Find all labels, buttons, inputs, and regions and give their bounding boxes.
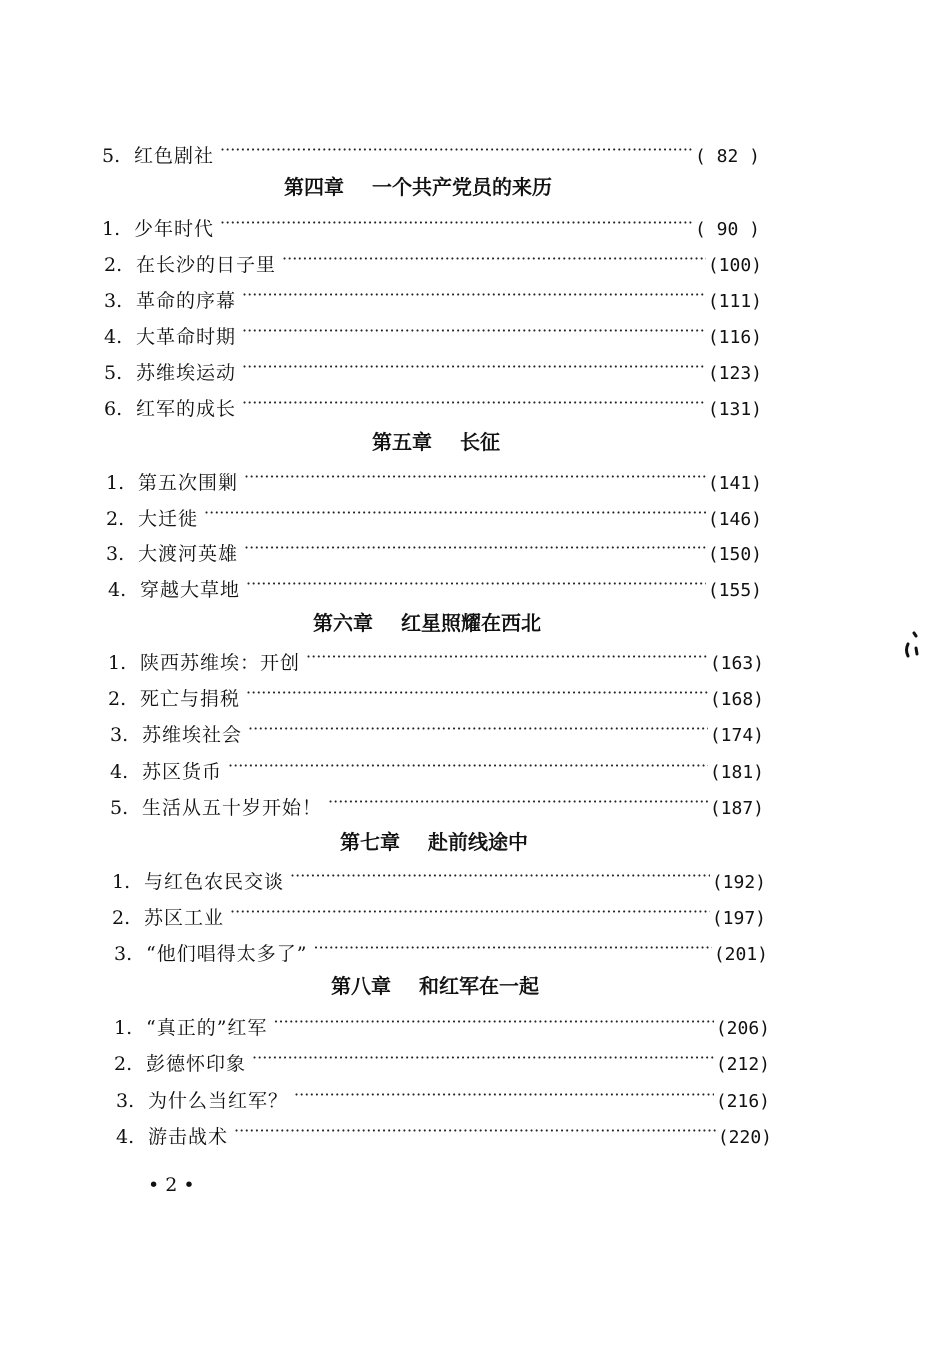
entry-number: 2. <box>112 907 131 929</box>
entry-number: 3. <box>106 543 125 565</box>
entry-number: 4. <box>108 579 127 601</box>
entry-page: (212) <box>715 1054 770 1075</box>
toc-entry <box>108 572 762 603</box>
toc-entry <box>106 536 762 567</box>
entry-page: (206) <box>715 1018 770 1039</box>
entry-title: 少年时代 <box>134 218 215 240</box>
toc-entry <box>114 1046 770 1077</box>
chapter-heading <box>313 610 541 636</box>
entry-page: (141) <box>707 473 762 494</box>
entry-page: (174) <box>709 725 764 746</box>
entry-title: 苏区货币 <box>142 761 223 783</box>
entry-number: 3. <box>116 1090 135 1112</box>
chapter-title: 赴前线途中 <box>428 830 528 854</box>
entry-title: “他们唱得太多了” <box>146 943 308 965</box>
dot-leader <box>328 790 708 814</box>
entry-number: 4. <box>110 761 129 783</box>
dot-leader <box>242 391 706 415</box>
entry-page: (116) <box>707 327 762 348</box>
toc-entry <box>104 247 762 278</box>
chapter-label: 第四章 <box>284 175 344 199</box>
entry-title: 苏维埃运动 <box>136 362 237 384</box>
entry-title: 大渡河英雄 <box>138 543 239 565</box>
chapter-heading <box>340 829 528 855</box>
chapter-label: 第七章 <box>340 830 400 854</box>
dot-leader <box>228 754 708 778</box>
chapter-label: 第五章 <box>372 430 432 454</box>
toc-entry <box>112 864 766 895</box>
entry-page: (192) <box>711 872 766 893</box>
entry-page: (111) <box>707 291 762 312</box>
dot-leader <box>244 536 706 560</box>
entry-number: 1. <box>114 1017 133 1039</box>
dot-leader <box>204 501 706 525</box>
entry-page: ( 82 ) <box>694 146 760 167</box>
entry-page: (187) <box>709 798 764 819</box>
dot-leader <box>282 247 706 271</box>
entry-title: 与红色农民交谈 <box>144 871 285 893</box>
entry-number: 1. <box>106 472 125 494</box>
toc-entry <box>102 211 760 242</box>
entry-number: 2. <box>108 688 127 710</box>
entry-page: (150) <box>707 544 762 565</box>
dot-leader <box>244 465 706 489</box>
entry-number: 1. <box>108 652 127 674</box>
toc-entry <box>106 465 762 496</box>
dot-leader <box>294 1083 714 1107</box>
entry-page: (220) <box>717 1127 772 1148</box>
entry-page: (100) <box>707 255 762 276</box>
entry-title: 第五次围剿 <box>138 472 239 494</box>
toc-entry <box>114 936 768 967</box>
entry-page: (163) <box>709 653 764 674</box>
dot-leader <box>252 1046 714 1070</box>
toc-entry <box>116 1083 770 1114</box>
toc-entry <box>106 501 762 532</box>
entry-page: (201) <box>713 944 768 965</box>
entry-number: 1. <box>112 871 131 893</box>
chapter-heading <box>331 973 539 999</box>
entry-page: (197) <box>711 908 766 929</box>
entry-title: 红军的成长 <box>136 398 237 420</box>
toc-entry <box>116 1119 772 1150</box>
dot-leader <box>273 1010 713 1034</box>
entry-title: 红色剧社 <box>134 145 215 167</box>
entry-page: (146) <box>707 509 762 530</box>
toc-entry <box>110 790 764 821</box>
toc-entry <box>108 681 764 712</box>
entry-title: 为什么当红军？ <box>148 1090 289 1112</box>
dot-leader <box>242 319 706 343</box>
dot-leader <box>242 283 706 307</box>
toc-entry <box>104 319 762 350</box>
toc-entry <box>112 900 766 931</box>
scan-mark-icon <box>902 630 920 660</box>
entry-title: 革命的序幕 <box>136 290 237 312</box>
toc-entry <box>108 645 764 676</box>
entry-number: 5. <box>104 362 123 384</box>
entry-title: 大迁徙 <box>138 508 199 530</box>
entry-title: 彭德怀印象 <box>146 1053 247 1075</box>
entry-number: 2. <box>114 1053 133 1075</box>
entry-title: 死亡与捐税 <box>140 688 241 710</box>
dot-leader <box>246 572 706 596</box>
dot-leader <box>220 211 693 235</box>
entry-title: 大革命时期 <box>136 326 237 348</box>
chapter-label: 第六章 <box>313 611 373 635</box>
toc-entry <box>114 1010 770 1041</box>
entry-number: 2. <box>104 254 123 276</box>
dot-leader <box>230 900 710 924</box>
toc-entry <box>110 717 764 748</box>
entry-title: “真正的”红军 <box>146 1017 268 1039</box>
entry-number: 1. <box>102 218 121 240</box>
dot-leader <box>313 936 711 960</box>
chapter-title: 一个共产党员的来历 <box>372 175 552 199</box>
dot-leader <box>290 864 710 888</box>
entry-number: 4. <box>104 326 123 348</box>
entry-number: 5. <box>102 145 121 167</box>
dot-leader <box>246 681 708 705</box>
entry-title: 陕西苏维埃：开创 <box>140 652 301 674</box>
entry-page: (181) <box>709 762 764 783</box>
entry-number: 4. <box>116 1126 135 1148</box>
dot-leader <box>306 645 708 669</box>
dot-leader <box>220 138 693 162</box>
chapter-heading <box>372 429 500 455</box>
entry-number: 2. <box>106 508 125 530</box>
dot-leader <box>242 355 706 379</box>
chapter-heading <box>284 174 552 200</box>
entry-title: 苏区工业 <box>144 907 225 929</box>
page-number: • 2 • <box>148 1174 195 1196</box>
entry-number: 6. <box>104 398 123 420</box>
entry-title: 苏维埃社会 <box>142 724 243 746</box>
chapter-label: 第八章 <box>331 974 391 998</box>
entry-page: (216) <box>715 1091 770 1112</box>
toc-entry <box>102 138 760 169</box>
entry-page: ( 90 ) <box>694 219 760 240</box>
dot-leader <box>248 717 708 741</box>
entry-page: (155) <box>707 580 762 601</box>
entry-number: 5. <box>110 797 129 819</box>
entry-title: 游击战术 <box>148 1126 229 1148</box>
toc-entry <box>104 355 762 386</box>
entry-title: 穿越大草地 <box>140 579 241 601</box>
entry-page: (131) <box>707 399 762 420</box>
entry-title: 生活从五十岁开始！ <box>142 797 323 819</box>
chapter-title: 长征 <box>460 430 500 454</box>
entry-number: 3. <box>104 290 123 312</box>
chapter-title: 和红军在一起 <box>419 974 539 998</box>
entry-title: 在长沙的日子里 <box>136 254 277 276</box>
entry-page: (168) <box>709 689 764 710</box>
toc-entry <box>104 283 762 314</box>
chapter-title: 红星照耀在西北 <box>401 611 541 635</box>
toc-entry <box>110 754 764 785</box>
entry-number: 3. <box>114 943 133 965</box>
toc-entry <box>104 391 762 422</box>
entry-number: 3. <box>110 724 129 746</box>
entry-page: (123) <box>707 363 762 384</box>
dot-leader <box>234 1119 716 1143</box>
